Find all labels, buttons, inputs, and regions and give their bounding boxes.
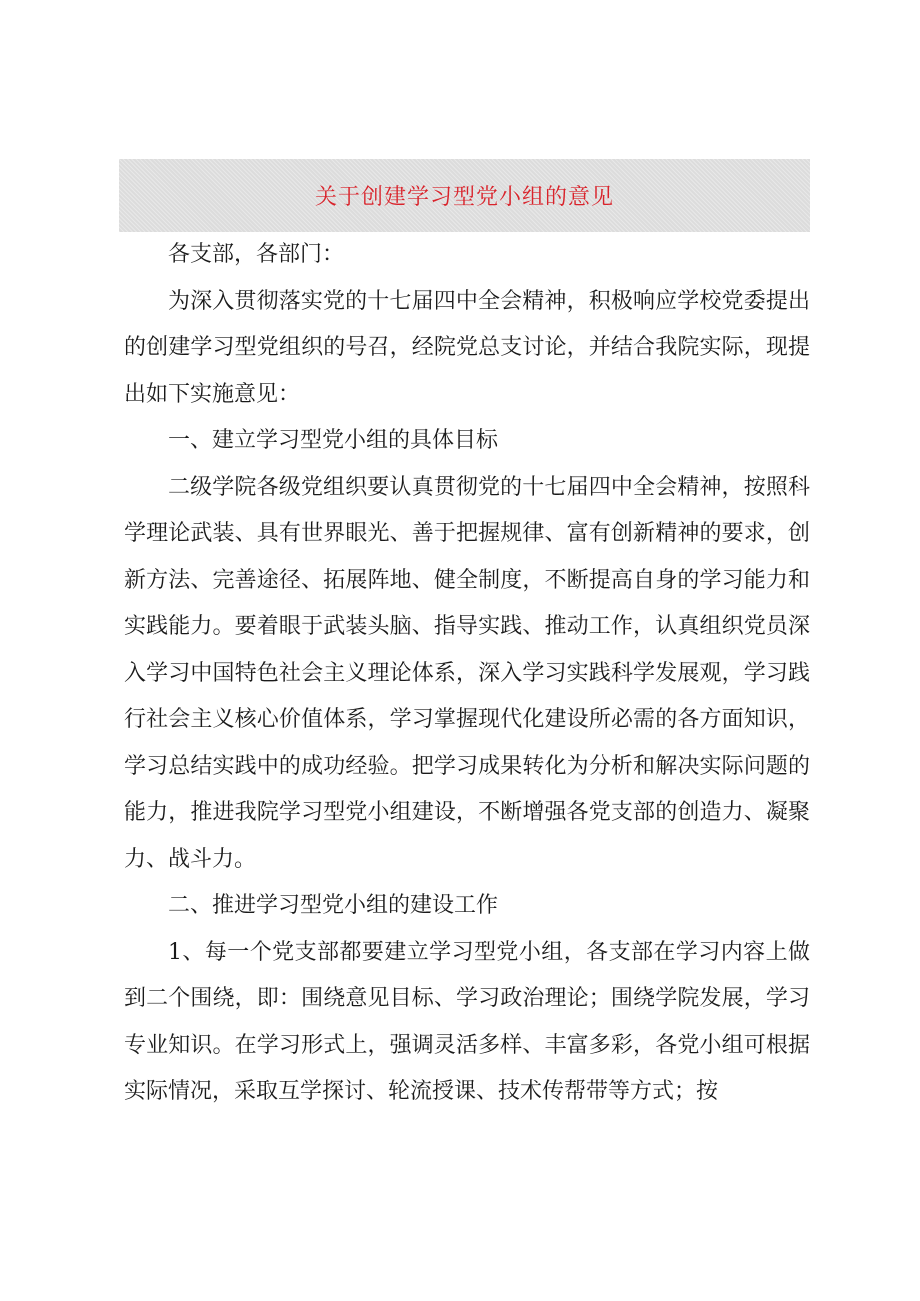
paragraph-item-1: 1、每一个党支部都要建立学习型党小组，各支部在学习内容上做到二个围绕，即：围绕意见目标、学习政治理论；围绕学院发展，学习专业知识。在学习形式上，强调灵活多样、丰富多彩，各党小组可根据实际情况，采取互学探讨、轮流授课、技术传帮带等方式；按 [124, 939, 810, 1104]
section-heading-2: 二、推进学习型党小组的建设工作 [168, 893, 499, 918]
document-body [124, 232, 810, 1116]
paragraph-intro: 为深入贯彻落实党的十七届四中全会精神，积极响应学校党委提出的创建学习型党组织的号召，经院党总支讨论，并结合我院实际，现提出如下实施意见： [124, 288, 810, 407]
title-banner [119, 159, 810, 232]
salutation: 各支部，各部门： [168, 242, 345, 267]
document-title: 关于创建学习型党小组的意见 [314, 185, 614, 210]
section-heading-1: 一、建立学习型党小组的具体目标 [168, 428, 499, 453]
paragraph-goals: 二级学院各级党组织要认真贯彻党的十七届四中全会精神，按照科学理论武装、具有世界眼光、善于把握规律、富有创新精神的要求，创新方法、完善途径、拓展阵地、健全制度，不断提高自身的学习能力和实践能力。要着眼于武装头脑、指导实践、推动工作，认真组织党员深入学习中国特色社会主义理论体系，深入学习实践科学发展观，学习践行社会主义核心价值体系，学习掌握现代化建设所必需的各方面知识，学习总结实践中的成功经验。把学习成果转化为分析和解决实际问题的能力，推进我院学习型党小组建设，不断增强各党支部的创造力、凝聚力、战斗力。 [124, 474, 810, 872]
